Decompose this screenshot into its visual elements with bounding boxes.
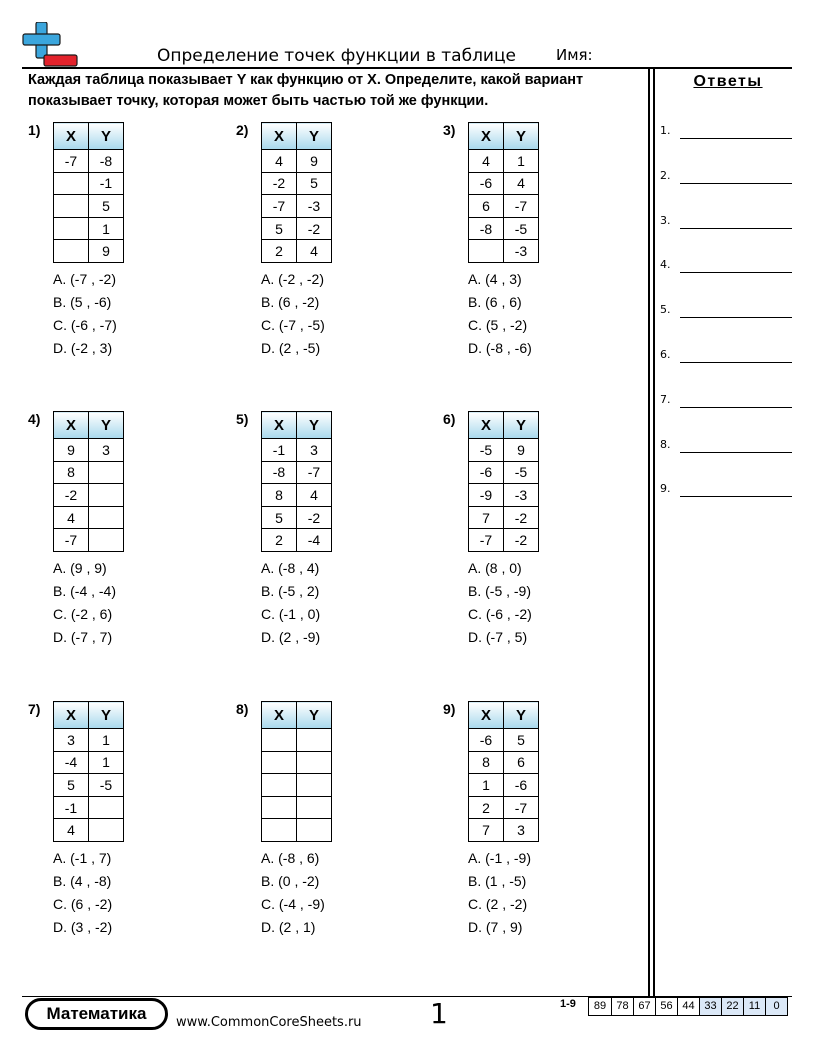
y-cell: 5 [89, 195, 124, 218]
answer-row [660, 482, 796, 502]
option-a: A. (4 , 3) [468, 271, 522, 287]
answer-number: 4. [660, 258, 671, 272]
table-row [54, 774, 124, 797]
option-d: D. (3 , -2) [53, 919, 113, 935]
x-cell [54, 240, 89, 263]
option-c: C. (-6 , -7) [53, 317, 117, 333]
score-cell: 11 [743, 998, 765, 1015]
table-row [54, 461, 124, 484]
function-table [261, 411, 332, 552]
y-cell: -7 [297, 461, 332, 484]
table-row [262, 506, 332, 529]
y-cell: 3 [89, 439, 124, 462]
score-cell: 33 [699, 998, 721, 1015]
x-cell [262, 796, 297, 819]
answer-column-divider [653, 68, 655, 996]
answer-line[interactable] [680, 317, 792, 318]
table-row [262, 774, 332, 797]
answers-title: Ответы [693, 73, 763, 90]
option-b: B. (5 , -6) [53, 294, 112, 310]
problem-number: 9) [443, 701, 456, 717]
x-cell [262, 774, 297, 797]
answer-line[interactable] [680, 362, 792, 363]
table-row [469, 439, 539, 462]
table-row [469, 819, 539, 842]
answer-number: 5. [660, 303, 671, 317]
table-header-row [262, 412, 332, 439]
table-row [262, 195, 332, 218]
y-cell: 4 [504, 172, 539, 195]
problem-5 [236, 411, 426, 661]
plus-minus-logo-icon [22, 22, 78, 68]
column-header-x: X [262, 412, 297, 439]
column-header-y: Y [297, 123, 332, 150]
y-cell [89, 796, 124, 819]
x-cell: -5 [469, 439, 504, 462]
answer-row [660, 393, 796, 413]
table-row [469, 796, 539, 819]
answer-row [660, 303, 796, 323]
x-cell: 7 [469, 819, 504, 842]
column-header-y: Y [504, 123, 539, 150]
answer-number: 2. [660, 168, 671, 182]
x-cell: -9 [469, 484, 504, 507]
option-d: D. (7 , 9) [468, 919, 523, 935]
answer-line[interactable] [680, 138, 792, 139]
y-cell: -2 [297, 217, 332, 240]
problem-number: 2) [236, 122, 249, 138]
answer-line[interactable] [680, 496, 792, 497]
problem-number: 1) [28, 122, 41, 138]
score-cell: 78 [611, 998, 633, 1015]
x-cell [262, 819, 297, 842]
table-row [262, 461, 332, 484]
option-c: C. (-1 , 0) [261, 606, 321, 622]
table-row [262, 751, 332, 774]
x-cell: -8 [469, 217, 504, 240]
score-cell: 89 [593, 1000, 607, 1012]
answer-number: 8. [660, 437, 671, 451]
problem-8 [236, 701, 426, 951]
table-row [54, 506, 124, 529]
function-table [261, 701, 332, 842]
x-cell: -6 [469, 729, 504, 752]
y-cell [297, 796, 332, 819]
table-row [262, 484, 332, 507]
y-cell: -7 [504, 195, 539, 218]
table-row [54, 150, 124, 173]
score-cell: 0 [765, 998, 787, 1015]
x-cell: 3 [54, 729, 89, 752]
table-row [469, 150, 539, 173]
problem-9 [443, 701, 633, 951]
y-cell: -6 [504, 774, 539, 797]
column-header-y: Y [89, 412, 124, 439]
brand-badge: Математика [25, 998, 168, 1030]
x-cell: -6 [469, 461, 504, 484]
table-row [469, 529, 539, 552]
y-cell [297, 729, 332, 752]
option-c: C. (-7 , -5) [261, 317, 325, 333]
y-cell: -8 [89, 150, 124, 173]
column-header-y: Y [504, 412, 539, 439]
worksheet-title: Определение точек функции в таблице [157, 46, 517, 66]
x-cell [262, 729, 297, 752]
score-table [588, 997, 788, 1016]
answer-options [468, 557, 532, 649]
table-row [54, 729, 124, 752]
option-d: D. (2 , -9) [261, 629, 321, 645]
column-header-x: X [469, 412, 504, 439]
table-row [262, 240, 332, 263]
y-cell [89, 819, 124, 842]
x-cell: 4 [54, 506, 89, 529]
column-header-x: X [262, 123, 297, 150]
problem-4 [28, 411, 218, 661]
x-cell: 5 [262, 506, 297, 529]
answer-row [660, 258, 796, 278]
table-row [54, 217, 124, 240]
table-row [54, 819, 124, 842]
function-table [53, 122, 124, 263]
y-cell: -5 [504, 461, 539, 484]
option-d: D. (2 , -5) [261, 340, 321, 356]
option-d: D. (-7 , 5) [468, 629, 528, 645]
table-header-row [54, 123, 124, 150]
option-b: B. (6 , 6) [468, 294, 522, 310]
table-row [54, 172, 124, 195]
x-cell: 6 [469, 195, 504, 218]
option-a: A. (-1 , -9) [468, 850, 532, 866]
table-row [262, 439, 332, 462]
column-header-x: X [262, 702, 297, 729]
y-cell [89, 506, 124, 529]
problem-6 [443, 411, 633, 661]
table-header-row [262, 702, 332, 729]
option-b: B. (-5 , 2) [261, 583, 320, 599]
table-header-row [54, 412, 124, 439]
column-header-y: Y [89, 123, 124, 150]
y-cell: 5 [504, 729, 539, 752]
table-row [262, 150, 332, 173]
answer-row [660, 124, 796, 144]
x-cell [262, 751, 297, 774]
table-row [469, 217, 539, 240]
option-c: C. (2 , -2) [468, 896, 528, 912]
column-header-y: Y [89, 702, 124, 729]
x-cell: 4 [469, 150, 504, 173]
answer-line[interactable] [680, 228, 792, 229]
score-cell: 56 [655, 998, 677, 1015]
name-label: Имя: [556, 46, 593, 64]
answer-options [261, 268, 325, 360]
answer-options [53, 268, 117, 360]
y-cell: -7 [504, 796, 539, 819]
problem-number: 3) [443, 122, 456, 138]
header-rule [22, 67, 792, 69]
table-header-row [469, 702, 539, 729]
x-cell: -6 [469, 172, 504, 195]
column-header-x: X [54, 412, 89, 439]
table-row [469, 240, 539, 263]
x-cell [54, 172, 89, 195]
y-cell [297, 751, 332, 774]
answer-line[interactable] [680, 452, 792, 453]
option-b: B. (-5 , -9) [468, 583, 532, 599]
y-cell: 5 [297, 172, 332, 195]
option-a: A. (-8 , 6) [261, 850, 320, 866]
x-cell: 2 [469, 796, 504, 819]
x-cell: -7 [469, 529, 504, 552]
option-c: C. (-4 , -9) [261, 896, 325, 912]
column-header-x: X [469, 123, 504, 150]
x-cell: -1 [54, 796, 89, 819]
x-cell: 5 [54, 774, 89, 797]
problem-number: 8) [236, 701, 249, 717]
answer-number: 9. [660, 482, 671, 496]
function-table [53, 411, 124, 552]
table-header-row [54, 702, 124, 729]
table-row [469, 172, 539, 195]
answer-options [53, 847, 112, 939]
option-c: C. (-2 , 6) [53, 606, 113, 622]
y-cell: -2 [504, 506, 539, 529]
function-table [468, 122, 539, 263]
y-cell: -1 [89, 172, 124, 195]
function-table [53, 701, 124, 842]
problem-number: 5) [236, 411, 249, 427]
y-cell: -3 [297, 195, 332, 218]
x-cell [54, 217, 89, 240]
table-row [469, 195, 539, 218]
option-b: B. (6 , -2) [261, 294, 320, 310]
x-cell: 4 [54, 819, 89, 842]
answer-options [53, 557, 116, 649]
table-header-row [262, 123, 332, 150]
table-row [54, 195, 124, 218]
option-a: A. (-8 , 4) [261, 560, 320, 576]
table-row [262, 217, 332, 240]
y-cell: 9 [297, 150, 332, 173]
x-cell [469, 240, 504, 263]
y-cell: -4 [297, 529, 332, 552]
option-b: B. (0 , -2) [261, 873, 320, 889]
y-cell: 3 [297, 439, 332, 462]
y-cell [89, 484, 124, 507]
x-cell: -8 [262, 461, 297, 484]
answer-line[interactable] [680, 407, 792, 408]
function-table [468, 701, 539, 842]
x-cell: 4 [262, 150, 297, 173]
answer-line[interactable] [680, 183, 792, 184]
score-range: 1-9 [560, 998, 576, 1010]
answer-row [660, 438, 796, 458]
y-cell: -5 [504, 217, 539, 240]
y-cell: 3 [504, 819, 539, 842]
table-header-row [469, 123, 539, 150]
y-cell: -5 [89, 774, 124, 797]
answer-number: 7. [660, 392, 671, 406]
answer-number: 1. [660, 124, 671, 137]
table-row [469, 506, 539, 529]
x-cell: 1 [469, 774, 504, 797]
page-number: 1 [430, 997, 448, 1030]
problem-number: 7) [28, 701, 41, 717]
problem-number: 6) [443, 411, 456, 427]
x-cell: -2 [54, 484, 89, 507]
x-cell: -7 [54, 529, 89, 552]
answer-number: 6. [660, 348, 671, 361]
answer-row [660, 348, 796, 368]
table-header-row [469, 412, 539, 439]
score-cell: 44 [677, 998, 699, 1015]
x-cell: -1 [262, 439, 297, 462]
option-d: D. (-7 , 7) [53, 629, 113, 645]
x-cell: 2 [262, 529, 297, 552]
y-cell: 9 [89, 240, 124, 263]
option-a: A. (8 , 0) [468, 560, 522, 576]
column-header-y: Y [504, 702, 539, 729]
x-cell: 8 [262, 484, 297, 507]
option-a: A. (-1 , 7) [53, 850, 112, 866]
x-cell: 8 [54, 461, 89, 484]
option-c: C. (6 , -2) [53, 896, 113, 912]
score-cell: 22 [721, 998, 743, 1015]
table-row [54, 751, 124, 774]
y-cell: -2 [504, 529, 539, 552]
y-cell: 6 [504, 751, 539, 774]
option-d: D. (-2 , 3) [53, 340, 113, 356]
y-cell: 4 [297, 240, 332, 263]
y-cell: -3 [504, 484, 539, 507]
option-d: D. (2 , 1) [261, 919, 316, 935]
y-cell: 1 [504, 150, 539, 173]
table-row [54, 484, 124, 507]
table-row [262, 529, 332, 552]
x-cell: -4 [54, 751, 89, 774]
y-cell [89, 461, 124, 484]
x-cell: 8 [469, 751, 504, 774]
table-row [469, 751, 539, 774]
column-header-x: X [54, 123, 89, 150]
score-cell: 67 [633, 998, 655, 1015]
x-cell: -2 [262, 172, 297, 195]
problem-1 [28, 122, 218, 372]
problem-7 [28, 701, 218, 951]
x-cell: 2 [262, 240, 297, 263]
answer-options [468, 847, 531, 939]
answer-options [261, 557, 320, 649]
problem-number: 4) [28, 411, 41, 427]
instructions: Каждая таблица показывает Y как функцию от X. Определите, какой вариант показывает точку, которая может быть частью той же функции. [28, 72, 584, 109]
y-cell [297, 819, 332, 842]
answer-number: 3. [660, 213, 671, 227]
option-b: B. (1 , -5) [468, 873, 527, 889]
table-row [54, 439, 124, 462]
problem-3 [443, 122, 633, 372]
option-a: A. (-7 , -2) [53, 271, 117, 287]
x-cell [54, 195, 89, 218]
table-row [262, 729, 332, 752]
y-cell: 4 [297, 484, 332, 507]
table-row [469, 461, 539, 484]
column-header-x: X [469, 702, 504, 729]
table-row [262, 819, 332, 842]
x-cell: 9 [54, 439, 89, 462]
option-c: C. (5 , -2) [468, 317, 528, 333]
answer-column-divider [648, 68, 650, 996]
answer-row [660, 214, 796, 234]
y-cell: 9 [504, 439, 539, 462]
y-cell [297, 774, 332, 797]
y-cell: 1 [89, 751, 124, 774]
y-cell: 1 [89, 217, 124, 240]
x-cell: -7 [54, 150, 89, 173]
x-cell: 7 [469, 506, 504, 529]
column-header-x: X [54, 702, 89, 729]
table-row [469, 484, 539, 507]
table-row [54, 240, 124, 263]
y-cell: -2 [297, 506, 332, 529]
answer-options [261, 847, 325, 939]
problem-2 [236, 122, 426, 372]
y-cell: 1 [89, 729, 124, 752]
option-b: B. (4 , -8) [53, 873, 112, 889]
option-d: D. (-8 , -6) [468, 340, 532, 356]
x-cell: 5 [262, 217, 297, 240]
function-table [261, 122, 332, 263]
answer-options [468, 268, 532, 360]
y-cell [89, 529, 124, 552]
option-a: A. (9 , 9) [53, 560, 107, 576]
table-row [262, 796, 332, 819]
table-row [262, 172, 332, 195]
answer-line[interactable] [680, 272, 792, 273]
function-table [468, 411, 539, 552]
option-b: B. (-4 , -4) [53, 583, 117, 599]
table-row [469, 774, 539, 797]
option-a: A. (-2 , -2) [261, 271, 325, 287]
y-cell: -3 [504, 240, 539, 263]
column-header-y: Y [297, 702, 332, 729]
table-row [54, 529, 124, 552]
column-header-y: Y [297, 412, 332, 439]
x-cell: -7 [262, 195, 297, 218]
site-url: www.CommonCoreSheets.ru [176, 1015, 362, 1030]
table-row [469, 729, 539, 752]
table-row [54, 796, 124, 819]
option-c: C. (-6 , -2) [468, 606, 532, 622]
answer-row [660, 169, 796, 189]
